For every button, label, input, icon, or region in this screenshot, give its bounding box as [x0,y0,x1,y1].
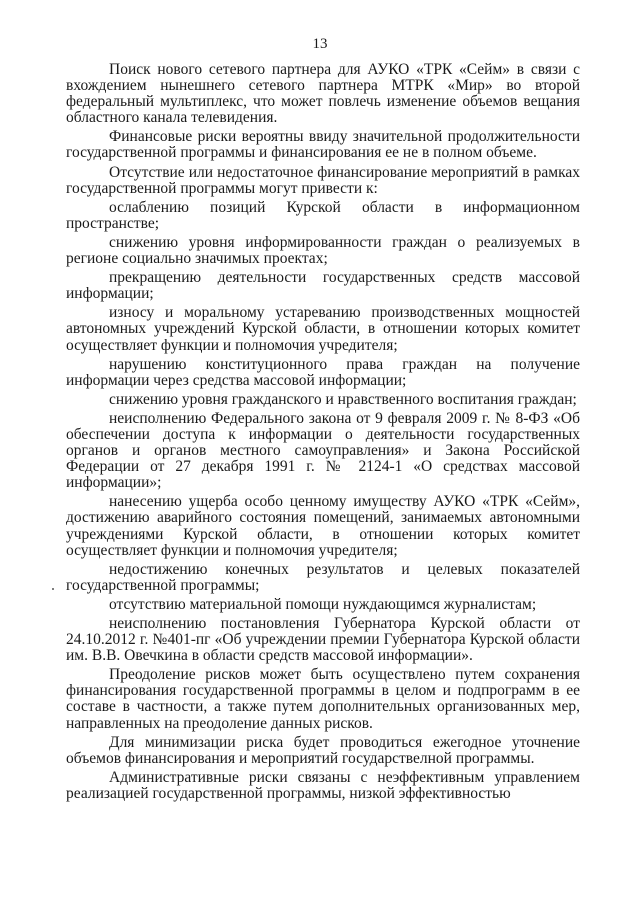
paragraph-network-partner: Поиск нового сетевого партнера для АУКО «ТРК «Сейм» в связи с вхождением нынешнего сетевого партнера МТРК «Мир» во второй федеральный мультиплекс, что может повлечь изменение объемов вещания областного канала телевидения. [66,61,580,127]
list-item-media-termination: прекращению деятельности государственных средств массовой информации; [66,269,580,303]
list-item-property-damage: нанесению ущерба особо ценному имуществу АУКО «ТРК «Сейм», достижению аварийного состояния помещений, занимаемых автономными учреждениями Курской области, в отношении которых комитет осуществляет функции и полномочия учредителя; [66,493,580,559]
paragraph-overcoming-risks: Преодоление рисков может быть осуществлено путем сохранения финансирования государственной программы в целом и подпрограмм в ее составе в частности, а также путем дополнительных организованных мер, направленных на преодоление данных рисков. [66,666,580,732]
list-item-awareness-decline: снижению уровня информированности граждан о реализуемых в регионе социально значимых проектах; [66,233,580,268]
list-item-federal-law: неисполнению Федерального закона от 9 февраля 2009 г. № 8-ФЗ «Об обеспечении доступа к информации о деятельности государственных органов и органов местного самоуправления» и Закона Российской Федерации от 27 декабря 1991 г. № 2124-1 «О средствах массовой информации»; [66,409,580,492]
paragraph-administrative-risks: Административные риски связаны с неэффективным управлением реализацией государственной программы, низкой эффективностью [66,768,580,802]
list-item-weakening-positions: ослаблению позиций Курской области в информационном пространстве; [66,198,580,232]
list-item-journalist-aid: отсутствию материальной помощи нуждающимся журналистам; [109,595,537,613]
paragraph-underfunding-intro: Отсутствие или недостаточное финансирование мероприятий в рамках государственной программы могут привести к: [66,163,580,197]
scan-speck [52,588,54,590]
page-number: 13 [312,36,328,52]
list-item-capacity-wear: износу и моральному устареванию производственных мощностей автономных учреждений Курской области, в отношении которых комитет осуществляет функции и полномочия учредителя; [66,304,580,354]
list-item-civic-education: снижению уровня гражданского и нравственного воспитания граждан; [109,390,577,408]
paragraph-risk-minimization: Для минимизации риска будет проводиться ежегодное уточнение объемов финансирования и мероприятий государствелной программы. [66,733,580,767]
list-item-governor-decree: неисполнению постановления Губернатора Курской области от 24.10.2012 г. №401-пг «Об учреждении премии Губернатора Курской области им. В.В. Овечкина в области средств массовой информации». [66,615,580,665]
document-body [66,62,580,802]
list-item-constitutional-right: нарушению конституционного права граждан на получение информации через средства массовой информации; [66,355,580,389]
list-item-targets-missed: недостижению конечных результатов и целевых показателей государственной программы; [66,560,580,594]
paragraph-financial-risks: Финансовые риски вероятны ввиду значительной продолжительности государственной программы и финансирования ее не в полном объеме. [66,128,580,162]
